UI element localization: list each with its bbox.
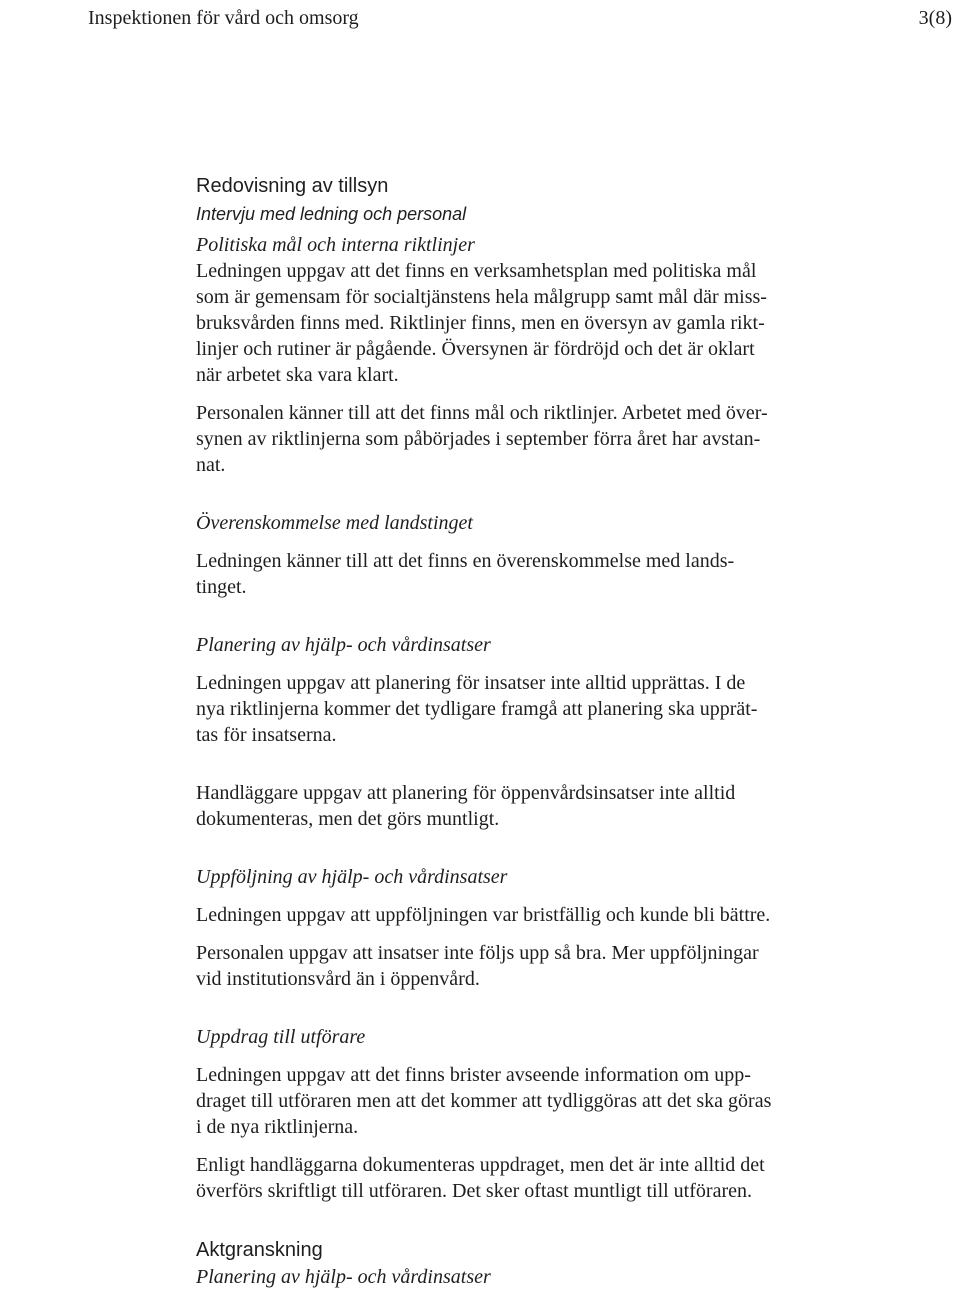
paragraph: Handläggare uppgav att planering för öppenvårdsinsatser inte alltid dokumenteras, men det görs muntligt. <box>196 782 736 830</box>
paragraph: Personalen uppgav att insatser inte följs upp så bra. Mer uppföljningar vid institutionsvård än i öppenvård. <box>196 942 759 990</box>
section-title: Redovisning av tillsyn <box>196 175 389 197</box>
section-subtitle: Intervju med ledning och personal <box>196 204 467 224</box>
paragraph: Ledningen uppgav att planering för insatser inte alltid upprättas. I de nya riktlinjerna kommer det tydligare framgå att planering ska upprät- tas för insatserna. <box>196 672 758 746</box>
subheading-planning: Planering av hjälp- och vårdinsatser <box>196 634 491 656</box>
header-organization: Inspektionen för vård och omsorg <box>88 7 359 29</box>
paragraph: Ledningen uppgav att det finns brister avseende information om upp- draget till utföraren men att det kommer att tydliggöras att det ska göras i de nya riktlinjerna. <box>196 1064 772 1138</box>
page-header <box>88 4 952 32</box>
page-number: 3(8) <box>918 7 952 29</box>
document-body <box>196 172 796 1290</box>
subheading-agreement: Överenskommelse med landstinget <box>196 512 473 534</box>
section-title-file-review: Aktgranskning <box>196 1239 323 1261</box>
paragraph: Ledningen känner till att det finns en överenskommelse med lands- tinget. <box>196 550 735 598</box>
subheading-planning-review: Planering av hjälp- och vårdinsatser <box>196 1266 491 1288</box>
paragraph: Ledningen uppgav att det finns en verksamhetsplan med politiska mål som är gemensam för socialtjänstens hela målgrupp samt mål där miss- bruksvården finns med. Riktlinjer finns, men en översyn av gamla rikt- linjer och rutiner är pågående. Översynen är fördröjd och det är oklart när arbetet ska vara klart. <box>196 260 767 386</box>
subheading-assignment: Uppdrag till utförare <box>196 1026 366 1048</box>
subheading-policy-goals: Politiska mål och interna riktlinjer <box>196 234 475 256</box>
paragraph: Personalen känner till att det finns mål och riktlinjer. Arbetet med över- synen av riktlinjerna som påbörjades i september förra året har avstan- nat. <box>196 402 768 476</box>
subheading-followup: Uppföljning av hjälp- och vårdinsatser <box>196 866 508 888</box>
paragraph: Ledningen uppgav att uppföljningen var bristfällig och kunde bli bättre. <box>196 904 771 926</box>
paragraph: Enligt handläggarna dokumenteras uppdraget, men det är inte alltid det överförs skriftligt till utföraren. Det sker oftast muntligt till utföraren. <box>196 1154 765 1202</box>
